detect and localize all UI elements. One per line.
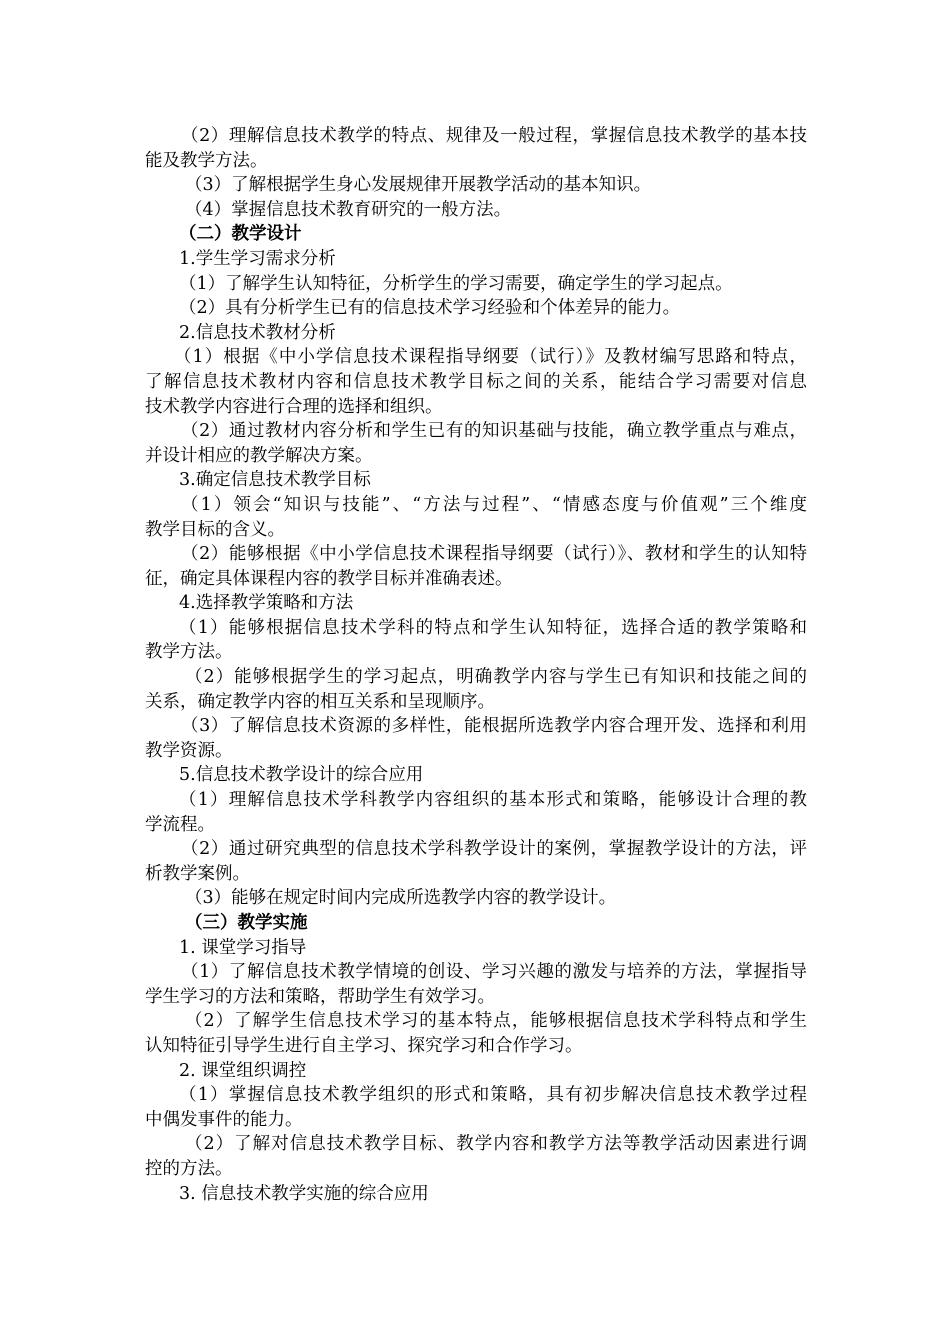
text-line: （2）了解对信息技术教学目标、教学内容和教学方法等教学活动因素进行调 [185, 1134, 807, 1155]
text-line: （1）掌握信息技术教学组织的形式和策略，具有初步解决信息技术教学过程 [179, 1085, 807, 1106]
text-line: （1）了解信息技术教学情境的创设、学习兴趣的激发与培养的方法，掌握指导 [181, 962, 807, 983]
text-line: 教学资源。 [145, 740, 233, 761]
text-line: （1）了解学生认知特征，分析学生的学习需要，确定学生的学习起点。 [179, 273, 733, 294]
text-line: 并设计相应的教学解决方案。 [145, 445, 373, 466]
text-line: 技术教学内容进行合理的选择和组织。 [145, 396, 443, 417]
text-line: （2）通过教材内容分析和学生已有的知识基础与技能，确立教学重点与难点， [181, 421, 807, 442]
document-body [145, 124, 807, 1206]
text-line: 3.确定信息技术教学目标 [179, 470, 371, 491]
text-line: 4.选择教学策略和方法 [179, 593, 354, 614]
text-line: （4）掌握信息技术教育研究的一般方法。 [185, 199, 512, 220]
text-line: 学生学习的方法和策略，帮助学生有效学习。 [145, 986, 495, 1007]
text-line: 2.信息技术教材分析 [179, 322, 336, 343]
section-heading: （三）教学实施 [185, 913, 308, 933]
text-line: 征，确定具体课程内容的教学目标并准确表述。 [145, 568, 513, 589]
text-line: 析教学案例。 [145, 863, 250, 884]
text-line: （2）能够根据《中小学信息技术课程指导纲要（试行）》、教材和学生的认知特 [181, 544, 807, 565]
text-line: 了解信息技术教材内容和信息技术教学目标之间的关系，能结合学习需要对信息 [145, 371, 807, 392]
text-line: 教学方法。 [145, 642, 233, 663]
text-line: 教学目标的含义。 [145, 519, 285, 540]
text-line: 2. 课堂组织调控 [179, 1060, 307, 1081]
text-line: （1）能够根据信息技术学科的特点和学生认知特征，选择合适的教学策略和 [179, 617, 807, 638]
text-line: （1）领会“知识与技能”、“方法与过程”、“情感态度与价值观”三个维度 [181, 494, 807, 515]
text-line: 控的方法。 [145, 1158, 233, 1179]
text-line: （1）根据《中小学信息技术课程指导纲要（试行）》及教材编写思路和特点， [174, 347, 807, 368]
text-line: （3）了解根据学生身心发展规律开展教学活动的基本知识。 [185, 175, 652, 196]
text-line: （2）理解信息技术教学的特点、规律及一般过程，掌握信息技术教学的基本技 [181, 126, 807, 146]
text-line: （3）能够在规定时间内完成所选教学内容的教学设计。 [185, 888, 617, 909]
text-line: 认知特征引导学生进行自主学习、探究学习和合作学习。 [145, 1035, 583, 1056]
text-line: 1.学生学习需求分析 [179, 248, 336, 269]
text-line: 能及教学方法。 [145, 150, 268, 171]
text-line: （2）通过研究典型的信息技术学科教学设计的案例，掌握教学设计的方法，评 [181, 839, 807, 860]
text-line: （2）能够根据学生的学习起点，明确教学内容与学生已有知识和技能之间的 [185, 667, 807, 688]
text-line: （2）了解学生信息技术学习的基本特点，能够根据信息技术学科特点和学生 [185, 1011, 807, 1032]
text-line: （1）理解信息技术学科教学内容组织的基本形式和策略，能够设计合理的教 [179, 790, 807, 811]
text-line: 1. 课堂学习指导 [179, 937, 307, 958]
text-line: 学流程。 [145, 814, 215, 835]
text-line: 3. 信息技术教学实施的综合应用 [179, 1183, 429, 1204]
text-line: 关系，确定教学内容的相互关系和呈现顺序。 [145, 691, 495, 712]
text-line: （2）具有分析学生已有的信息技术学习经验和个体差异的能力。 [179, 298, 681, 319]
text-line: 5.信息技术教学设计的综合应用 [179, 765, 424, 786]
text-line: （3）了解信息技术资源的多样性，能根据所选教学内容合理开发、选择和利用 [181, 716, 807, 737]
text-line: 中偶发事件的能力。 [145, 1109, 303, 1130]
section-heading: （二）教学设计 [179, 224, 302, 245]
